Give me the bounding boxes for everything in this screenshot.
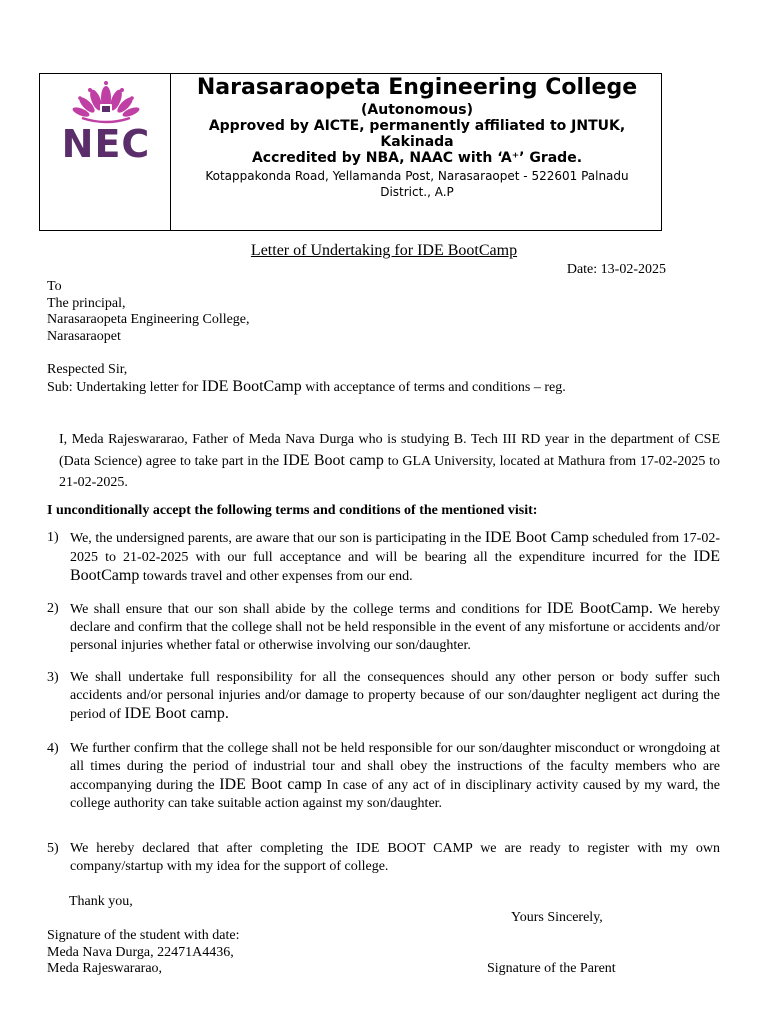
term-text: We hereby declare and confirm that the college shall not be held responsible in the event of any misfortune or accidents and/or personal injuries whether fatal or otherwise involving our son/daughter. [70,602,720,653]
intro-text-2: to GLA University, located at Mathura from 17-02-2025 to 21-02-2025. [59,454,720,490]
student-signature-block [47,928,239,978]
term-number: 3) [47,670,59,685]
term-event: IDE Boot camp. [124,705,229,722]
intro-paragraph [59,429,720,493]
term-event: IDE Boot Camp [484,529,589,546]
parent-name: Meda Rajeswararao, [47,961,163,976]
subject-prefix: Sub: Undertaking letter for [47,380,202,395]
recipient-block [47,279,250,345]
thank-you: Thank you, [69,894,133,909]
term-text: We shall undertake full responsibility for all the consequences should any other person or body suffer such accidents and/or personal injuries and/or damage to property because of our son/daughter negligent act during the period of [70,670,720,722]
term-item-1 [47,529,720,586]
term-text: We hereby declared that after completing the IDE BOOT CAMP we are ready to register with my own company/startup with my idea for the support of college. [70,841,720,874]
college-address: Kotappakonda Road, Yellamanda Post, Narasaraopet - 522601 Palnadu District., A.P [205,169,629,199]
salutation: Respected Sir, [47,362,128,377]
recipient-line-2: Narasaraopeta Engineering College, [47,312,250,327]
term-number: 4) [47,741,59,756]
student-signature-label: Signature of the student with date: [47,928,240,943]
recipient-line-1: The principal, [47,295,126,311]
term-text: We further confirm that the college shall not be held responsible for our son/daughter misconduct or wrongdoing at all times during the period of industrial tour and shall obey the instructions of the faculty members who are accompanying during the [70,741,720,793]
logo-text: NEC [61,122,151,166]
intro-event: IDE Boot camp [282,452,384,469]
term-item-4 [47,740,720,813]
term-text: towards travel and other expenses from our end. [139,569,413,584]
term-text: In case of any act of in disciplinary activity caused by my ward, the college authority can take suitable action against my son/daughter. [70,778,721,811]
letter-title: Letter of Undertaking for IDE BootCamp [250,242,518,259]
terms-heading: I unconditionally accept the following terms and conditions of the mentioned visit: [47,503,538,518]
term-number: 1) [47,530,59,545]
term-item-2 [47,600,720,655]
term-item-5 [47,840,720,876]
parent-signature-label: Signature of the Parent [487,961,616,976]
term-event: IDE BootCamp. [546,600,653,617]
term-event: IDE Boot camp [219,776,322,793]
approval-line: Approved by AICTE, permanently affiliated to JNTUK, Kakinada [208,118,626,150]
term-number: 2) [47,601,59,616]
student-name: Meda Nava Durga, 22471A4436, [47,944,234,960]
subject-suffix: with acceptance of terms and conditions – reg. [301,380,566,395]
letterhead-text [172,73,662,200]
college-name: Narasaraopeta Engineering College [196,75,638,100]
letter-date: Date: 13-02-2025 [566,262,666,277]
subject-event: IDE BootCamp [201,378,302,395]
term-text: We shall ensure that our son shall abide by the college terms and conditions for [70,602,547,617]
term-number: 5) [47,841,59,856]
intro-text-1: I, Meda Rajeswararao, Father of Meda Nava Durga who is studying B. Tech III RD year in the department of CSE (Data Science) agree to take part in the [59,432,720,469]
subject-line [47,379,566,397]
term-event: IDE BootCamp [70,548,720,584]
college-logo [52,78,160,168]
to-label: To [47,279,62,294]
accreditation-line: Accredited by NBA, NAAC with ‘A⁺’ Grade. [251,150,583,166]
term-text: We, the undersigned parents, are aware that our son is participating in the [70,531,485,546]
term-item-3 [47,669,720,724]
term-text: scheduled from 17-02-2025 to 21-02-2025 with our full acceptance and will be bearing all the expenditure incurred for the [70,531,720,565]
yours-sincerely: Yours Sincerely, [511,910,603,925]
autonomous-label: (Autonomous) [361,102,473,118]
recipient-line-3: Narasaraopet [47,328,121,344]
